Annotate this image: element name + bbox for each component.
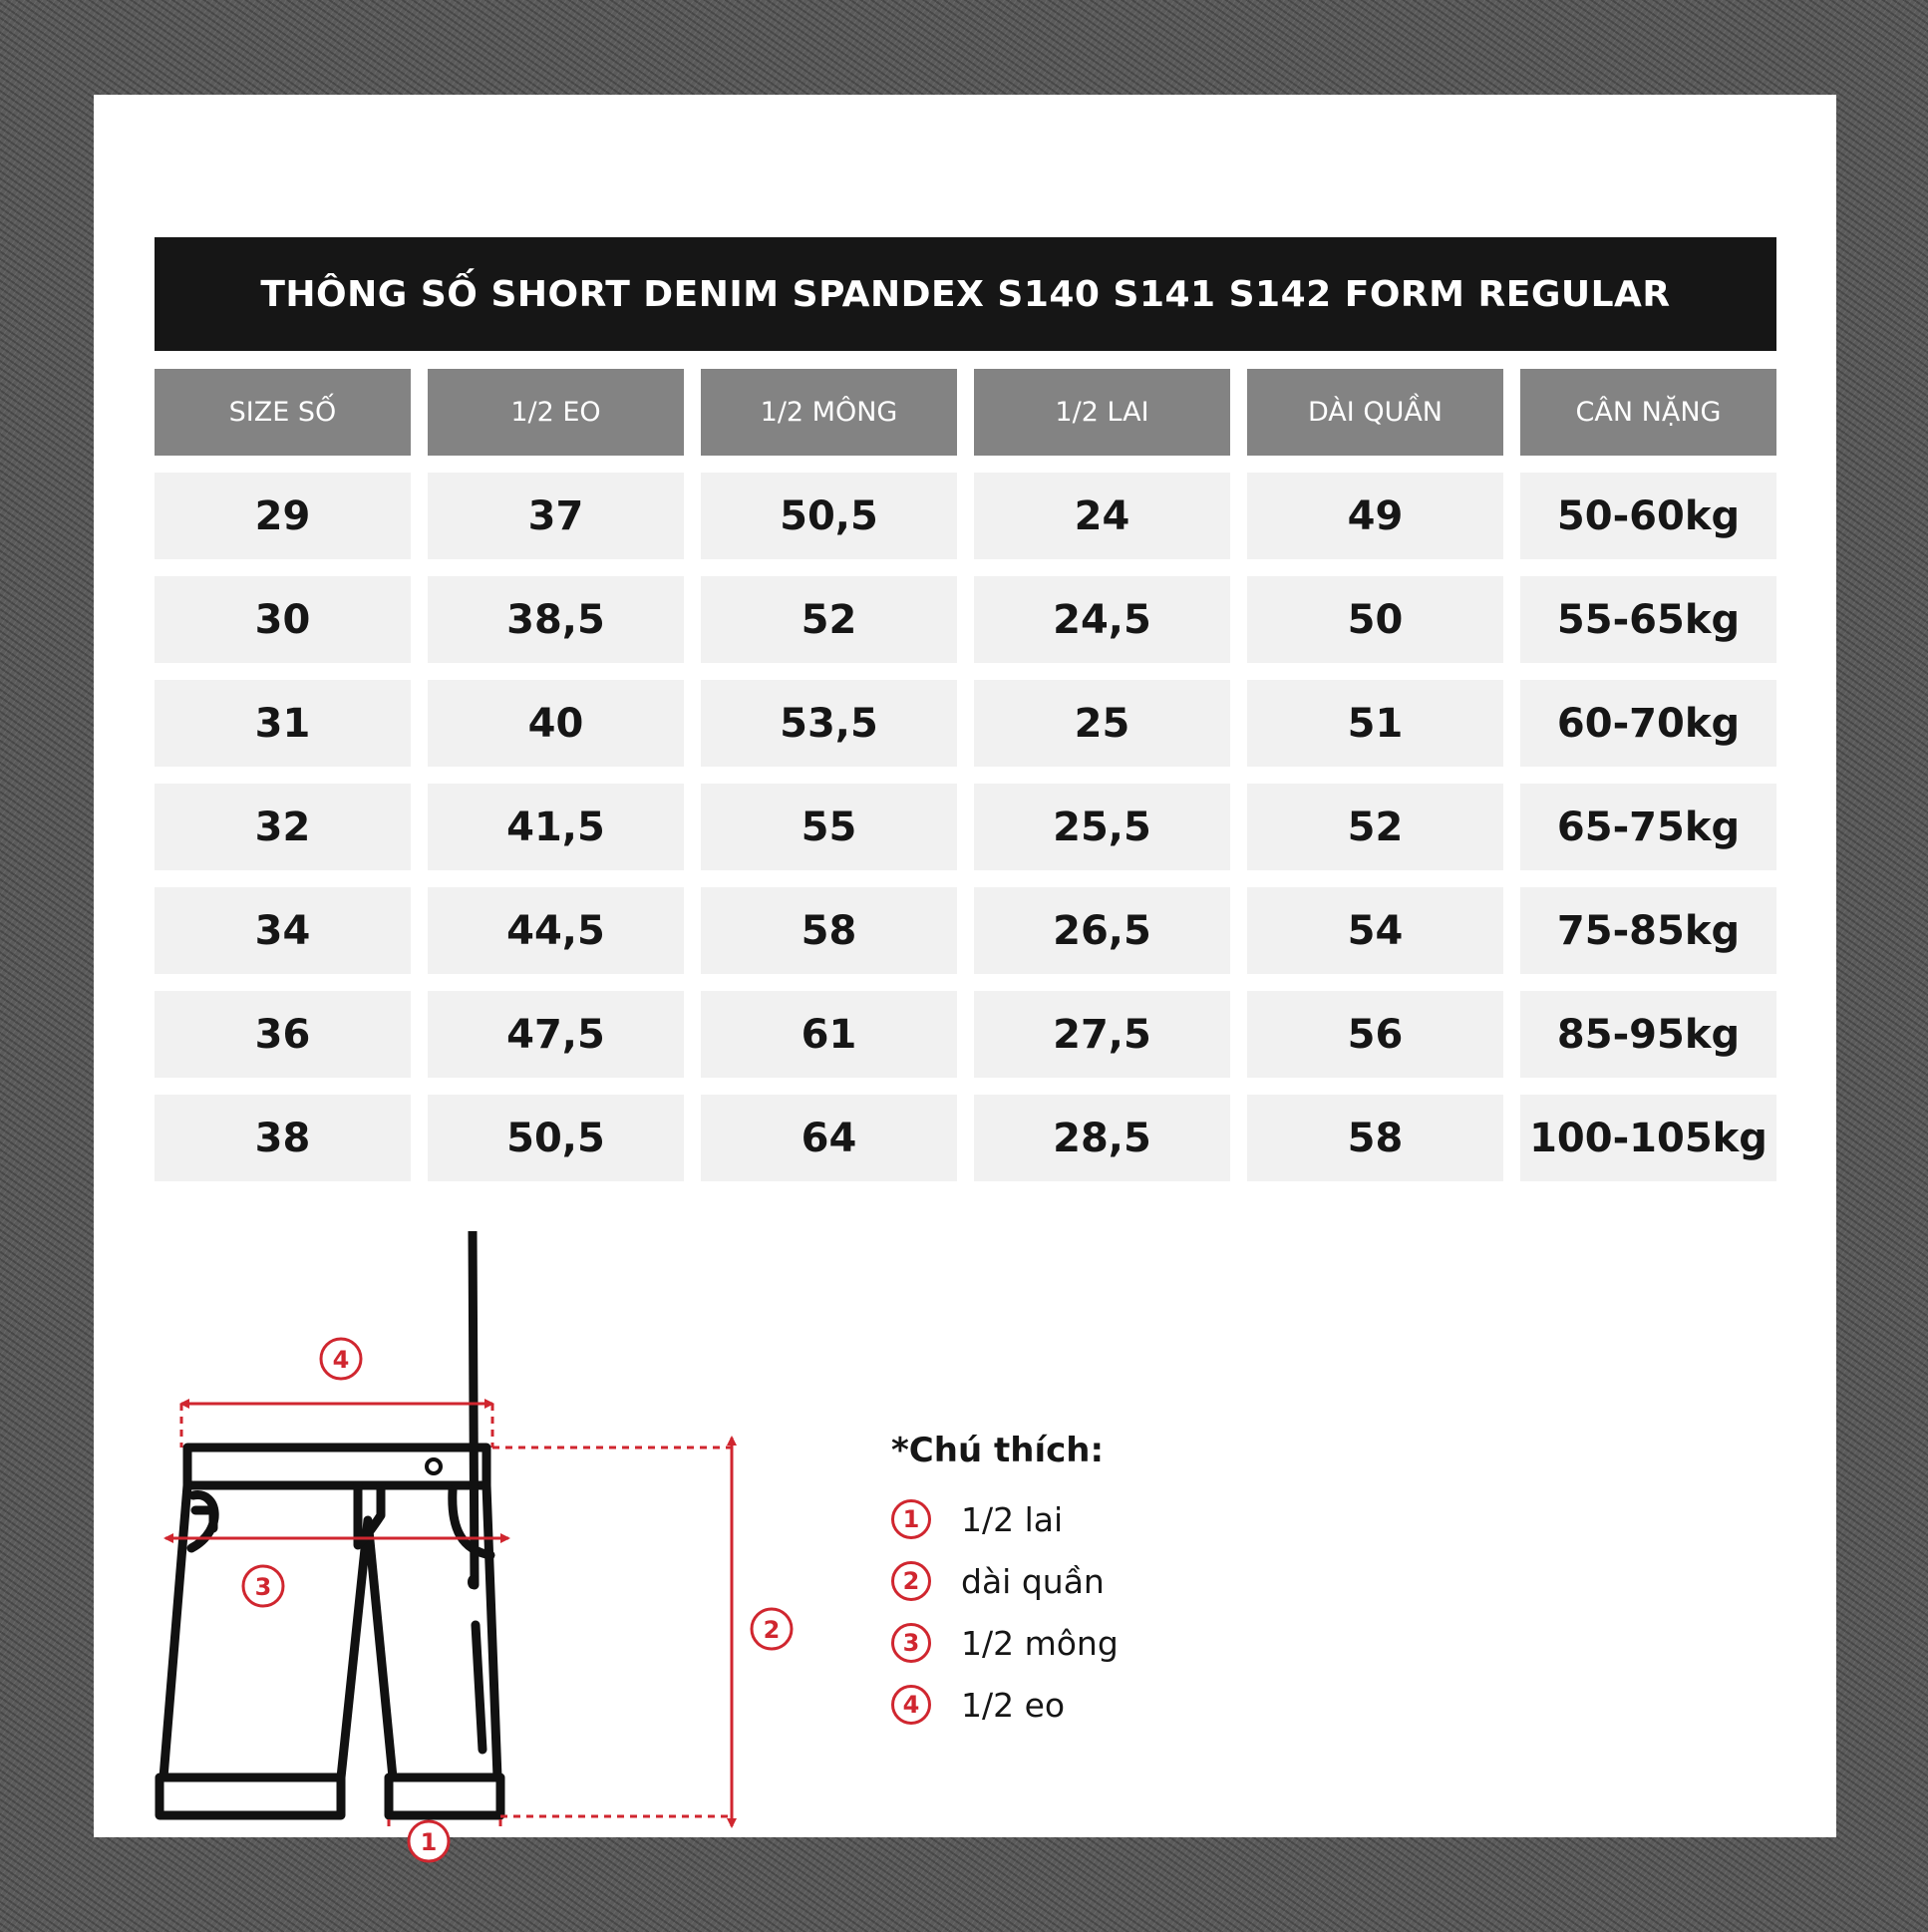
- chart-title: THÔNG SỐ SHORT DENIM SPANDEX S140 S141 S142 FORM REGULAR: [155, 237, 1776, 351]
- rivet-icon: [468, 1575, 478, 1589]
- header-half-hip: 1/2 MÔNG: [701, 369, 957, 456]
- table-row: [155, 1095, 1776, 1181]
- cell-length: 49: [1247, 473, 1503, 559]
- button-icon: [427, 1459, 441, 1473]
- legend-text: 1/2 mông: [961, 1623, 1119, 1663]
- marker-2-icon: [752, 1609, 792, 1649]
- cell-half-hip: 58: [701, 887, 957, 974]
- cell-half-waist: 40: [428, 680, 684, 767]
- cell-half-hip: 61: [701, 991, 957, 1078]
- cell-half-hem: 28,5: [974, 1095, 1230, 1181]
- header-weight: CÂN NẶNG: [1520, 369, 1776, 456]
- legend-item: [891, 1488, 1119, 1550]
- legend-text: 1/2 lai: [961, 1499, 1064, 1539]
- marker-1-label: 1: [420, 1828, 438, 1856]
- cell-half-hem: 24: [974, 473, 1230, 559]
- marker-4-label: 4: [332, 1346, 350, 1374]
- cell-half-hip: 53,5: [701, 680, 957, 767]
- cell-half-waist: 37: [428, 473, 684, 559]
- cell-weight: 75-85kg: [1520, 887, 1776, 974]
- cell-half-hem: 27,5: [974, 991, 1230, 1078]
- legend-item: [891, 1612, 1119, 1674]
- cell-half-hem: 24,5: [974, 576, 1230, 663]
- cell-length: 51: [1247, 680, 1503, 767]
- cell-half-hem: 25,5: [974, 784, 1230, 870]
- size-chart-sheet: [94, 95, 1836, 1856]
- cell-size: 29: [155, 473, 411, 559]
- header-half-waist: 1/2 EO: [428, 369, 684, 456]
- table-row: [155, 473, 1776, 559]
- marker-1-icon: [399, 1817, 459, 1865]
- cell-weight: 50-60kg: [1520, 473, 1776, 559]
- marker-2-label: 2: [763, 1616, 781, 1644]
- cell-weight: 65-75kg: [1520, 784, 1776, 870]
- legend-title: *Chú thích:: [891, 1431, 1105, 1470]
- legend-number-icon: 1: [891, 1499, 931, 1539]
- table-row: [155, 784, 1776, 870]
- cell-half-hip: 55: [701, 784, 957, 870]
- marker-3-label: 3: [254, 1573, 272, 1601]
- cell-half-hip: 50,5: [701, 473, 957, 559]
- cell-length: 58: [1247, 1095, 1503, 1181]
- cell-length: 56: [1247, 991, 1503, 1078]
- marker-3-icon: [243, 1566, 283, 1606]
- cell-half-waist: 44,5: [428, 887, 684, 974]
- cell-size: 30: [155, 576, 411, 663]
- cell-size: 32: [155, 784, 411, 870]
- cell-weight: 100-105kg: [1520, 1095, 1776, 1181]
- table-row: [155, 576, 1776, 663]
- shorts-icon: [160, 1231, 500, 1815]
- cell-half-hem: 25: [974, 680, 1230, 767]
- cell-weight: 55-65kg: [1520, 576, 1776, 663]
- cell-half-waist: 50,5: [428, 1095, 684, 1181]
- table-row: [155, 887, 1776, 974]
- cell-size: 36: [155, 991, 411, 1078]
- cell-weight: 60-70kg: [1520, 680, 1776, 767]
- table-header-row: [155, 369, 1776, 456]
- header-half-hem: 1/2 LAI: [974, 369, 1230, 456]
- cell-half-hem: 26,5: [974, 887, 1230, 974]
- legend-number-icon: 4: [891, 1685, 931, 1725]
- cell-length: 50: [1247, 576, 1503, 663]
- cell-size: 34: [155, 887, 411, 974]
- table-row: [155, 680, 1776, 767]
- cell-half-waist: 41,5: [428, 784, 684, 870]
- cell-weight: 85-95kg: [1520, 991, 1776, 1078]
- marker-4-icon: [321, 1339, 361, 1379]
- legend-item: [891, 1550, 1119, 1612]
- legend-number-icon: 3: [891, 1623, 931, 1663]
- cell-half-waist: 47,5: [428, 991, 684, 1078]
- cell-length: 54: [1247, 887, 1503, 974]
- header-size: SIZE SỐ: [155, 369, 411, 456]
- cell-length: 52: [1247, 784, 1503, 870]
- table-row: [155, 991, 1776, 1078]
- waist-measure-line: [181, 1404, 492, 1448]
- legend-text: 1/2 eo: [961, 1685, 1066, 1725]
- shorts-measurement-diagram: [154, 1231, 871, 1829]
- legend: [891, 1431, 1119, 1736]
- cell-size: 31: [155, 680, 411, 767]
- cell-half-hip: 52: [701, 576, 957, 663]
- legend-item: [891, 1674, 1119, 1736]
- cell-half-waist: 38,5: [428, 576, 684, 663]
- length-measure-line: [492, 1438, 732, 1826]
- header-length: DÀI QUẦN: [1247, 369, 1503, 456]
- cell-half-hip: 64: [701, 1095, 957, 1181]
- cell-size: 38: [155, 1095, 411, 1181]
- legend-number-icon: 2: [891, 1561, 931, 1601]
- legend-text: dài quần: [961, 1561, 1105, 1601]
